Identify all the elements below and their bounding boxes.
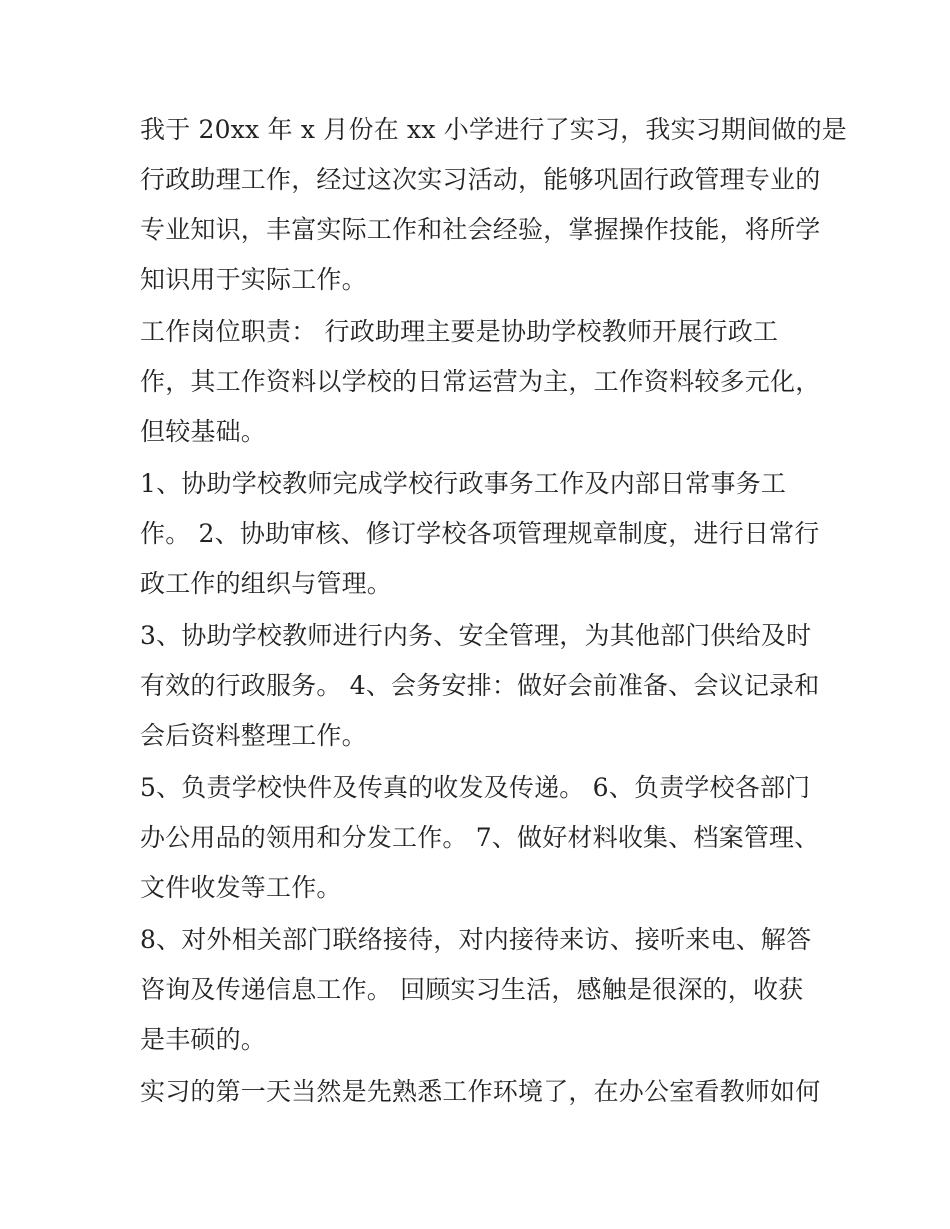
text-line: 工作岗位职责： 行政助理主要是协助学校教师开展行政工 [140, 317, 779, 346]
text-line: 5、负责学校快件及传真的收发及传递。 6、负责学校各部门 [140, 773, 811, 802]
text-line: 作，其工作资料以学校的日常运营为主，工作资料较多元化， [140, 367, 821, 396]
text-line: 作。 2、协助审核、修订学校各项管理规章制度，进行日常行 [140, 519, 820, 548]
text-line: 3、协助学校教师进行内务、安全管理，为其他部门供给及时 [140, 621, 812, 650]
text-line: 办公用品的领用和分发工作。 7、做好材料收集、档案管理、 [140, 823, 820, 852]
text-line: 8、对外相关部门联络接待，对内接待来访、接听来电、解答 [140, 925, 812, 954]
text-line: 是丰硕的。 [140, 1025, 267, 1054]
text-line: 实习的第一天当然是先熟悉工作环境了，在办公室看教师如何 [140, 1077, 821, 1106]
text-line: 行政助理工作，经过这次实习活动，能够巩固行政管理专业的 [140, 165, 821, 194]
text-line: 1、协助学校教师完成学校行政事务工作及内部日常事务工 [140, 469, 787, 498]
text-line: 专业知识，丰富实际工作和社会经验，掌握操作技能，将所学 [140, 215, 821, 244]
text-line: 有效的行政服务。 4、会务安排：做好会前准备、会议记录和 [140, 671, 820, 700]
text-line: 但较基础。 [140, 417, 267, 446]
text-line: 会后资料整理工作。 [140, 721, 367, 750]
text-line: 咨询及传递信息工作。 回顾实习生活，感触是很深的，收获 [140, 975, 804, 1004]
text-line: 知识用于实际工作。 [140, 265, 367, 294]
text-line: 文件收发等工作。 [140, 873, 342, 902]
text-line: 政工作的组织与管理。 [140, 569, 393, 598]
text-line: 我于 20xx 年 x 月份在 xx 小学进行了实习，我实习期间做的是 [140, 115, 847, 144]
